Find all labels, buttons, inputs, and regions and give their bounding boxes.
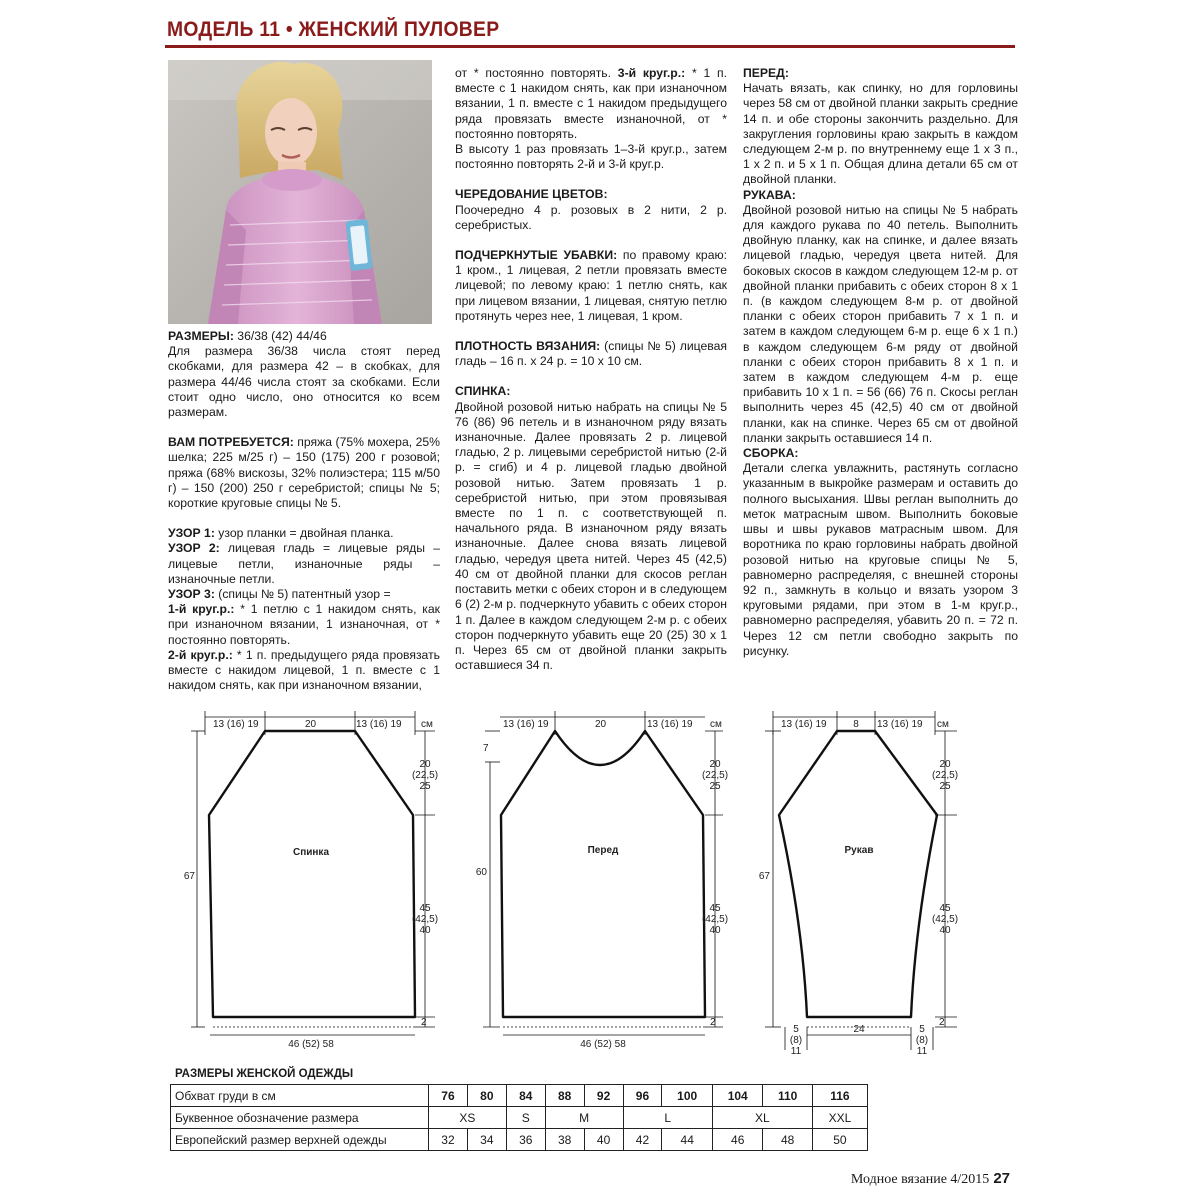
assembly-text: Детали слегка увлажнить, растянуть согласно указанным в выкройке размерам и оставить до полного высыхания. Швы реглан выполнить до меток матрасным швом. Выполнить боковые швы и швы рукавов матрасным швом. Для воротника по краю горловины набрать двойной розовой нитью на круговые спицы № 5, равномерно распределяя, с внешней стороны 92 п., замкнуть в кольцо и вязать узором 3 круговыми рядами, при этом в 1-м круг.р., равномерно распределяя, убавить 20 п. = 72 п. Через 12 см петли свободно закрыть по рисунку. bbox=[743, 461, 1018, 658]
text-column-1 bbox=[168, 329, 440, 693]
sleeve-cuff-left-3: 11 bbox=[790, 1046, 802, 1057]
table-cell: 44 bbox=[662, 1129, 713, 1151]
front-bottom: 46 (52) 58 bbox=[580, 1039, 626, 1050]
front-side-3: 40 bbox=[709, 925, 721, 936]
table-cell: 46 bbox=[712, 1129, 763, 1151]
front-dim-unit: см bbox=[710, 719, 722, 730]
table-cell: XS bbox=[429, 1107, 507, 1129]
sizes-text: Для размера 36/38 числа стоят перед скобками, для размера 42 – в скобках, для размера 44/46 числа стоят за скобками. Если стоит одно число, оно относится ко всем размерам. bbox=[168, 344, 440, 420]
sleeve-dim-top-right: 13 (16) 19 bbox=[877, 719, 923, 730]
materials-paragraph bbox=[168, 435, 440, 511]
table-cell: 116 bbox=[812, 1085, 867, 1107]
sleeve-cuff-left-1: 5 bbox=[793, 1024, 799, 1035]
sleeve-cuff-left-2: (8) bbox=[789, 1035, 803, 1046]
sleeve-side-2: (42,5) bbox=[931, 914, 959, 925]
back-raglan-1: 20 bbox=[419, 759, 431, 770]
gauge-paragraph: ПЛОТНОСТЬ ВЯЗАНИЯ: (спицы № 5) лицевая гладь – 16 п. х 24 р. = 10 х 10 см. bbox=[455, 339, 727, 369]
sleeve-cuff-right-3: 11 bbox=[916, 1046, 928, 1057]
sleeve-band: 2 bbox=[939, 1017, 945, 1028]
back-side-1: 45 bbox=[419, 903, 431, 914]
text-column-3 bbox=[743, 66, 1018, 659]
row-label-bust: Обхват груди в см bbox=[171, 1085, 429, 1107]
table-cell: 48 bbox=[763, 1129, 812, 1151]
table-cell: 34 bbox=[467, 1129, 506, 1151]
front-piece-label: Перед bbox=[587, 845, 619, 856]
front-raglan-1: 20 bbox=[709, 759, 721, 770]
sleeve-bottom: 24 bbox=[853, 1024, 865, 1035]
sleeve-dim-top-mid: 8 bbox=[853, 719, 859, 730]
table-cell: 84 bbox=[506, 1085, 545, 1107]
table-cell: 38 bbox=[545, 1129, 584, 1151]
back-dim-top-mid: 20 bbox=[305, 719, 317, 730]
pattern-3-round-2: 2-й круг.р.: * 1 п. предыдущего ряда провязать вместе с накидом лицевой, 1 п. вместе с 1 накидом снять, как при изнаночном вязании, bbox=[168, 647, 440, 693]
model-photo bbox=[168, 60, 432, 324]
schematics-svg bbox=[175, 705, 1035, 1065]
back-bottom: 46 (52) 58 bbox=[288, 1039, 334, 1050]
gauge-heading: ПЛОТНОСТЬ ВЯЗАНИЯ: bbox=[455, 339, 601, 354]
pattern-1: УЗОР 1: узор планки = двойная планка. bbox=[168, 526, 394, 541]
front-raglan-3: 25 bbox=[709, 781, 721, 792]
front-side-2: (42,5) bbox=[701, 914, 729, 925]
front-side-1: 45 bbox=[709, 903, 721, 914]
back-piece-label: Спинка bbox=[292, 847, 330, 858]
front-band: 2 bbox=[710, 1017, 716, 1028]
sleeve-dim-top-left: 13 (16) 19 bbox=[781, 719, 827, 730]
back-band: 2 bbox=[421, 1017, 427, 1028]
page-header bbox=[165, 18, 1015, 48]
front-neck-depth: 7 bbox=[483, 743, 489, 754]
sleeves-text: Двойной розовой нитью на спицы № 5 набрать для каждого рукава по 40 петель. Выполнить двойную планку, как на спинке, и далее вязать лицевой гладью, чередуя цвета нитей. Для боковых скосов в каждом следующем 12-м р. от двойной планки прибавить с обеих сторон 8 х 1 п. (в каждом следующем 8-м р. от двойной планки с обеих сторон прибавить 7 х 1 п. и затем в каждом следующем 6-м р. еще 6 х 1 п.) в каждом следующем 6-м ряду от двойной планки с обеих сторон прибавить 8 х 1 п. и затем в каждом следующем 4-м р. еще прибавить 10 х 1 п. = 56 (66) 76 п. Скосы реглан выполнить через 45 (42,5) 40 см от двойной планки, как на спинке. Через 65 см от двойной планки закрыть оставшиеся 14 п. bbox=[743, 202, 1018, 445]
materials-heading: ВАМ ПОТРЕБУЕТСЯ: bbox=[168, 435, 294, 450]
sleeve-piece-label: Рукав bbox=[844, 845, 874, 856]
back-dim-top-right: 13 (16) 19 bbox=[356, 719, 402, 730]
table-cell: XL bbox=[712, 1107, 812, 1129]
magazine-issue: Модное вязание 4/2015 bbox=[850, 1172, 990, 1187]
page-number: 27 bbox=[993, 1170, 1010, 1187]
sleeves-heading: РУКАВА: bbox=[743, 187, 796, 202]
row-label-letter-size: Буквенное обозначение размера bbox=[171, 1107, 429, 1129]
decreases-heading: ПОДЧЕРКНУТЫЕ УБАВКИ: bbox=[455, 248, 618, 263]
colors-heading: ЧЕРЕДОВАНИЕ ЦВЕТОВ: bbox=[455, 187, 608, 202]
sleeve-side-1: 45 bbox=[939, 903, 951, 914]
sizes-values: 36/38 (42) 44/46 bbox=[233, 329, 327, 343]
table-cell: 50 bbox=[812, 1129, 867, 1151]
colors-text: Поочередно 4 р. розовых в 2 нити, 2 р. серебристых. bbox=[455, 202, 727, 232]
pattern-1-heading: УЗОР 1: bbox=[168, 526, 215, 541]
size-table-title: РАЗМЕРЫ ЖЕНСКОЙ ОДЕЖДЫ bbox=[175, 1068, 354, 1080]
sleeve-side-3: 40 bbox=[939, 925, 951, 936]
table-cell: 110 bbox=[763, 1085, 812, 1107]
table-row bbox=[171, 1085, 868, 1107]
decreases-paragraph: ПОДЧЕРКНУТЫЕ УБАВКИ: по правому краю: 1 кром., 1 лицевая, 2 петли провязать вместе лицевой; по левому краю: 1 петлю снять, как при лицевом вязании, 1 лицевая, снятую петлю протянуть через нее, 1 лицевая, 1 кром. bbox=[455, 248, 727, 323]
sleeve-raglan-1: 20 bbox=[939, 759, 951, 770]
height-repeat-text: В высоту 1 раз провязать 1–3-й круг.р., затем постоянно повторять 2-й и 3-й круг.р. bbox=[455, 142, 727, 172]
front-heading: ПЕРЕД: bbox=[743, 66, 789, 80]
text-column-2 bbox=[455, 66, 727, 673]
table-cell: XXL bbox=[812, 1107, 867, 1129]
table-cell: 36 bbox=[506, 1129, 545, 1151]
table-cell: 42 bbox=[623, 1129, 662, 1151]
back-heading: СПИНКА: bbox=[455, 384, 511, 399]
materials-text: пряжа (75% мохера, 25% шелка; 225 м/25 г) – 150 (175) 200 г розовой; пряжа (68% вискозы, 32% полиэстера; 115 м/50 г) – 150 (200) 250 г серебристой; спицы № 5; короткие круговые спицы № 5. bbox=[168, 435, 440, 511]
pattern-3-round-3: от * постоянно повторять. 3-й круг.р.: * 1 п. вместе с 1 накидом снять, как при изнаночном вязании, 1 п. вместе с 1 накидом предыдущего ряда провязать вместе изнаночной, от * постоянно повторять. bbox=[455, 66, 727, 141]
front-height: 60 bbox=[475, 867, 487, 878]
size-table bbox=[170, 1084, 868, 1151]
table-cell: 88 bbox=[545, 1085, 584, 1107]
front-dim-top-right: 13 (16) 19 bbox=[647, 719, 693, 730]
table-cell: S bbox=[506, 1107, 545, 1129]
back-height: 67 bbox=[183, 871, 195, 882]
table-cell: 40 bbox=[584, 1129, 623, 1151]
table-cell: 80 bbox=[467, 1085, 506, 1107]
table-cell: 100 bbox=[662, 1085, 713, 1107]
sleeve-raglan-3: 25 bbox=[939, 781, 951, 792]
back-raglan-2: (22,5) bbox=[411, 770, 439, 781]
front-dim-top-left: 13 (16) 19 bbox=[503, 719, 549, 730]
back-dim-unit: см bbox=[421, 719, 433, 730]
back-side-2: (42,5) bbox=[411, 914, 439, 925]
table-cell: 76 bbox=[429, 1085, 468, 1107]
table-cell: 92 bbox=[584, 1085, 623, 1107]
sleeve-raglan-2: (22,5) bbox=[931, 770, 959, 781]
front-raglan-2: (22,5) bbox=[701, 770, 729, 781]
model-title: МОДЕЛЬ 11 • ЖЕНСКИЙ ПУЛОВЕР bbox=[167, 18, 500, 41]
front-text: Начать вязать, как спинку, но для горловины через 58 см от двойной планки закрыть средние 14 п. и обе стороны закончить раздельно. Для закругления горловины краю закрыть в каждом следующем 2-м р. по внутреннему еще 1 х 3 п., 1 х 2 п. и 5 х 1 п. Общая длина детали 65 см от двойной планки. bbox=[743, 81, 1018, 187]
table-cell: 96 bbox=[623, 1085, 662, 1107]
assembly-heading: СБОРКА: bbox=[743, 446, 799, 461]
back-text: Двойной розовой нитью набрать на спицы № 5 76 (86) 96 петель и в изнаночном ряду вязать изнаночные. Далее провязать 2 р. лицевой гладью, 2 р. лицевыми серебристой нитью (2-й р. = сгиб) и 4 р. лицевой гладью двойной розовой нитью. Затем провязать 1 р. серебристой нитью, при этом провязывая вместе по 1 п. с соответствующей п. начального ряда. В изнаночном ряду вязать изнаночные. Далее снова вязать лицевой гладью, чередуя цвета нитей. Через 45 (42,5) 40 см от двойной планки для скосов реглан поставить метки с обеих сторон и в следующем 6 (2) 2-м р. подчеркнуто убавить с обеих сторон 1 п. Далее в каждом следующем 2-м р. с обеих сторон подчеркнуто убавить еще 20 (25) 30 х 1 п. Через 65 см от двойной планки закрыть оставшиеся 34 п. bbox=[455, 399, 727, 673]
pattern-3: УЗОР 3: (спицы № 5) патентный узор = bbox=[168, 587, 391, 602]
row-label-eu-size: Европейский размер верхней одежды bbox=[171, 1129, 429, 1151]
pattern-2-heading: УЗОР 2: bbox=[168, 541, 220, 556]
pattern-3-heading: УЗОР 3: bbox=[168, 587, 215, 602]
table-cell: L bbox=[623, 1107, 712, 1129]
back-raglan-3: 25 bbox=[419, 781, 431, 792]
table-row bbox=[171, 1107, 868, 1129]
page-footer bbox=[851, 1170, 1010, 1188]
table-cell: 104 bbox=[712, 1085, 763, 1107]
woman-in-pink-sweater-photo bbox=[168, 60, 432, 324]
sleeve-dim-unit: см bbox=[937, 719, 949, 730]
pattern-2: УЗОР 2: лицевая гладь = лицевые ряды – лицевые петли, изнаночные ряды – изнаночные петли. bbox=[168, 541, 440, 586]
table-cell: 32 bbox=[429, 1129, 468, 1151]
front-dim-top-mid: 20 bbox=[595, 719, 607, 730]
sleeve-cuff-right-2: (8) bbox=[915, 1035, 929, 1046]
table-cell: M bbox=[545, 1107, 623, 1129]
pattern-3-round-1: 1-й круг.р.: * 1 петлю с 1 накидом снять, как при изнаночном вязании, 1 изнаночная, от * постоянно повторять. bbox=[168, 602, 440, 647]
sizes-heading: РАЗМЕРЫ: bbox=[168, 329, 234, 343]
back-side-3: 40 bbox=[419, 925, 431, 936]
pattern-schematics bbox=[175, 705, 1035, 1065]
back-dim-top-left: 13 (16) 19 bbox=[213, 719, 259, 730]
sleeve-height: 67 bbox=[758, 871, 770, 882]
sleeve-cuff-right-1: 5 bbox=[919, 1024, 925, 1035]
table-row bbox=[171, 1129, 868, 1151]
sizes-paragraph bbox=[168, 329, 440, 344]
